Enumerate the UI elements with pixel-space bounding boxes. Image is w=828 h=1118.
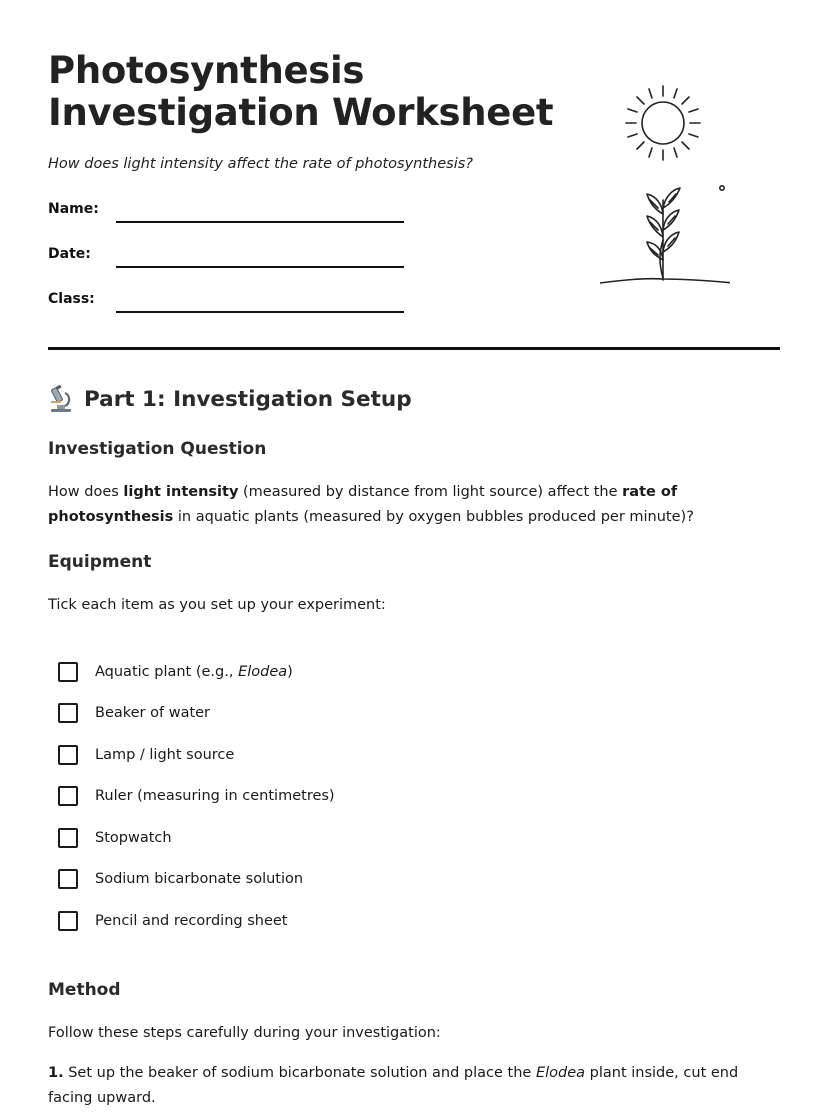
checkbox[interactable] (58, 745, 78, 765)
equipment-intro: Tick each item as you set up your experiment: (48, 597, 386, 613)
worksheet-subtitle: How does light intensity affect the rate of photosynthesis? (48, 156, 473, 172)
equipment-heading: Equipment (48, 552, 152, 572)
investigation-question-text: How does light intensity (measured by distance from light source) affect the rate of photosynthesis in aquatic plants (measured by oxygen bubbles produced per minute)? (48, 484, 694, 525)
checkbox[interactable] (58, 786, 78, 806)
checklist-item[interactable] (58, 701, 210, 725)
sun-icon (626, 86, 700, 160)
method-step: 1. Set up the beaker of sodium bicarbonate solution and place the Elodea plant inside, cut end facing upward. (48, 1065, 739, 1106)
checklist-item-label: Beaker of water (95, 705, 211, 721)
title-line-2: Investigation Worksheet (48, 91, 554, 134)
date-field[interactable] (48, 246, 408, 276)
checklist-item-label: Aquatic plant (e.g., Elodea) (95, 664, 293, 680)
date-line[interactable] (116, 266, 404, 268)
checklist-item-label: Sodium bicarbonate solution (95, 871, 304, 887)
method-heading: Method (48, 980, 121, 1000)
checklist-item[interactable] (58, 784, 335, 808)
name-label: Name: (48, 201, 99, 217)
microscope-icon (48, 385, 74, 413)
checkbox[interactable] (58, 828, 78, 848)
method-intro: Follow these steps carefully during your investigation: (48, 1025, 441, 1041)
class-field[interactable] (48, 291, 408, 321)
date-label: Date: (48, 246, 91, 262)
plant-icon (600, 186, 730, 283)
checklist-item-label: Lamp / light source (95, 747, 235, 763)
checklist-item[interactable] (58, 867, 303, 891)
part1-heading (48, 385, 412, 413)
checklist-item[interactable] (58, 826, 172, 850)
step-number: 1. (48, 1065, 64, 1081)
worksheet-title (48, 50, 553, 134)
investigation-question-heading: Investigation Question (48, 439, 267, 459)
class-line[interactable] (116, 311, 404, 313)
checklist-item-label: Ruler (measuring in centimetres) (95, 788, 335, 804)
checklist-item-label: Stopwatch (95, 830, 172, 846)
sun-plant-illustration (600, 80, 730, 290)
title-line-1: Photosynthesis (48, 49, 365, 92)
checklist-item[interactable] (58, 660, 293, 684)
checklist-item[interactable] (58, 909, 288, 933)
name-field[interactable] (48, 201, 408, 231)
light-intensity-term: light intensity (123, 484, 239, 500)
checkbox[interactable] (58, 662, 78, 682)
section-divider (48, 347, 780, 350)
checklist-item-label: Pencil and recording sheet (95, 913, 288, 929)
rate-term: rate of photosynthesis (48, 484, 678, 525)
checkbox[interactable] (58, 869, 78, 889)
name-line[interactable] (116, 221, 404, 223)
class-label: Class: (48, 291, 95, 307)
part1-heading-text: Part 1: Investigation Setup (84, 386, 412, 412)
checkbox[interactable] (58, 911, 78, 931)
checklist-item[interactable] (58, 743, 234, 767)
checkbox[interactable] (58, 703, 78, 723)
